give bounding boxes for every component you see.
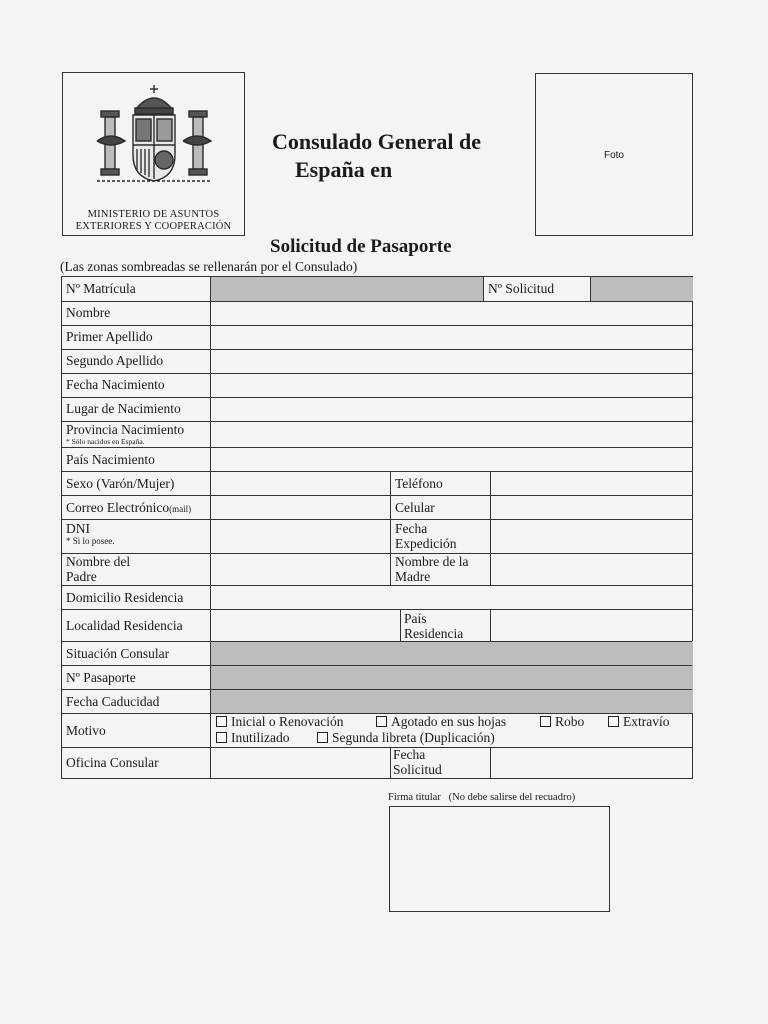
motivo-label: Motivo <box>66 723 106 738</box>
segundo-apellido-input[interactable] <box>211 350 692 373</box>
nombre-madre-line-1: Nombre de la <box>395 554 469 569</box>
fecha-solicitud-line-2: Solicitud <box>393 762 442 777</box>
nombre-padre-input[interactable] <box>211 554 390 585</box>
provincia-nacimiento-label <box>66 422 184 446</box>
motivo-robo-option[interactable] <box>540 714 584 730</box>
consulate-title-line-1: Consulado General de <box>272 129 482 154</box>
caducidad-label: Fecha Caducidad <box>66 694 160 709</box>
correo-label <box>66 500 191 517</box>
dni-label <box>66 521 115 547</box>
motivo-inicial-text: Inicial o Renovación <box>231 714 344 729</box>
motivo-robo-text: Robo <box>555 714 585 729</box>
photo-box[interactable] <box>535 73 693 236</box>
pais-nacimiento-label: País Nacimiento <box>66 452 155 467</box>
matricula-field[interactable] <box>211 277 483 301</box>
nombre-input[interactable] <box>211 302 692 325</box>
domicilio-input[interactable] <box>211 586 692 609</box>
solicitud-number-label: Nº Solicitud <box>488 281 555 296</box>
motivo-inicial-option[interactable] <box>216 714 343 730</box>
celular-input[interactable] <box>491 496 692 519</box>
correo-input[interactable] <box>211 496 390 519</box>
checkbox-icon[interactable] <box>317 732 328 743</box>
motivo-inutilizado-option[interactable] <box>216 730 289 746</box>
pais-nacimiento-input[interactable] <box>211 448 692 471</box>
ministry-logo-box <box>62 72 245 236</box>
dni-input[interactable] <box>211 520 390 553</box>
provincia-nacimiento-text: Provincia Nacimiento <box>66 422 185 437</box>
nombre-padre-line-2: Padre <box>66 569 97 584</box>
provincia-note: * Sólo nacidos en España. <box>66 437 145 446</box>
fecha-nacimiento-input[interactable] <box>211 374 692 397</box>
primer-apellido-label: Primer Apellido <box>66 329 153 344</box>
signature-note: (No debe salirse del recuadro) <box>448 792 576 803</box>
sexo-input[interactable] <box>211 472 390 495</box>
shaded-zones-note: (Las zonas sombreadas se rellenarán por el Consulado) <box>60 259 358 274</box>
telefono-input[interactable] <box>491 472 692 495</box>
pais-residencia-line-2: Residencia <box>404 626 464 641</box>
matricula-label: Nº Matrícula <box>66 281 136 296</box>
checkbox-icon[interactable] <box>216 716 227 727</box>
motivo-agotado-option[interactable] <box>376 714 506 730</box>
motivo-extravio-option[interactable] <box>608 714 670 730</box>
nombre-madre-input[interactable] <box>491 554 692 585</box>
photo-label: Foto <box>603 150 624 161</box>
ministry-line-2: EXTERIORES Y COOPERACIÓN <box>75 221 232 232</box>
passport-application-form <box>61 276 693 779</box>
pais-residencia-input[interactable] <box>491 610 692 641</box>
telefono-label: Teléfono <box>395 476 443 491</box>
checkbox-icon[interactable] <box>216 732 227 743</box>
motivo-agotado-text: Agotado en sus hojas <box>391 714 507 729</box>
signature-box[interactable] <box>389 806 610 912</box>
correo-text: Correo Electrónico <box>66 500 170 515</box>
dni-note: * Si lo posee. <box>66 536 115 546</box>
situacion-consular-field[interactable] <box>211 641 693 713</box>
lugar-nacimiento-label: Lugar de Nacimiento <box>66 401 181 416</box>
oficina-consular-label: Oficina Consular <box>66 755 159 770</box>
fecha-expedicion-input[interactable] <box>491 520 692 553</box>
situacion-consular-label: Situación Consular <box>66 646 170 661</box>
segundo-apellido-label: Segundo Apellido <box>66 353 164 368</box>
fecha-solicitud-input[interactable] <box>491 748 692 778</box>
solicitud-number-field[interactable] <box>590 277 693 301</box>
fecha-solicitud-label <box>393 747 442 777</box>
localidad-label: Localidad Residencia <box>66 618 183 633</box>
motivo-segunda-option[interactable] <box>317 730 495 746</box>
provincia-nacimiento-input[interactable] <box>211 422 692 447</box>
sexo-label: Sexo (Varón/Mujer) <box>66 476 175 491</box>
pasaporte-label: Nº Pasaporte <box>66 670 136 685</box>
fecha-expedicion-line-1: Fecha <box>395 521 428 536</box>
nombre-padre-label <box>66 554 130 584</box>
fecha-nacimiento-label: Fecha Nacimiento <box>66 377 165 392</box>
celular-label: Celular <box>395 500 435 515</box>
dni-text: DNI <box>66 521 90 536</box>
checkbox-icon[interactable] <box>608 716 619 727</box>
motivo-inutilizado-text: Inutilizado <box>231 730 290 745</box>
pais-residencia-label <box>404 611 463 641</box>
motivo-extravio-text: Extravío <box>623 714 670 729</box>
ministry-line-1: MINISTERIO DE ASUNTOS <box>87 209 220 220</box>
form-title: Solicitud de Pasaporte <box>270 236 452 257</box>
lugar-nacimiento-input[interactable] <box>211 398 692 421</box>
fecha-solicitud-line-1: Fecha <box>393 747 426 762</box>
nombre-padre-line-1: Nombre del <box>66 554 131 569</box>
domicilio-label: Domicilio Residencia <box>66 590 184 605</box>
oficina-consular-input[interactable] <box>211 748 390 778</box>
nombre-madre-line-2: Madre <box>395 569 431 584</box>
fecha-expedicion-line-2: Expedición <box>395 536 457 551</box>
consulate-title-line-2: España en <box>295 157 393 182</box>
motivo-segunda-text: Segunda libreta (Duplicación) <box>332 730 495 745</box>
signature-label <box>388 792 575 803</box>
checkbox-icon[interactable] <box>376 716 387 727</box>
primer-apellido-input[interactable] <box>211 326 692 349</box>
coat-of-arms-icon <box>91 83 217 191</box>
nombre-madre-label <box>395 554 468 584</box>
fecha-expedicion-label <box>395 521 456 551</box>
signature-label-text: Firma titular <box>388 792 441 803</box>
nombre-label: Nombre <box>66 305 111 320</box>
pais-residencia-line-1: País <box>404 611 427 626</box>
localidad-input[interactable] <box>211 610 400 641</box>
correo-suffix: (mail) <box>169 504 192 514</box>
ministry-name <box>63 209 244 233</box>
checkbox-icon[interactable] <box>540 716 551 727</box>
